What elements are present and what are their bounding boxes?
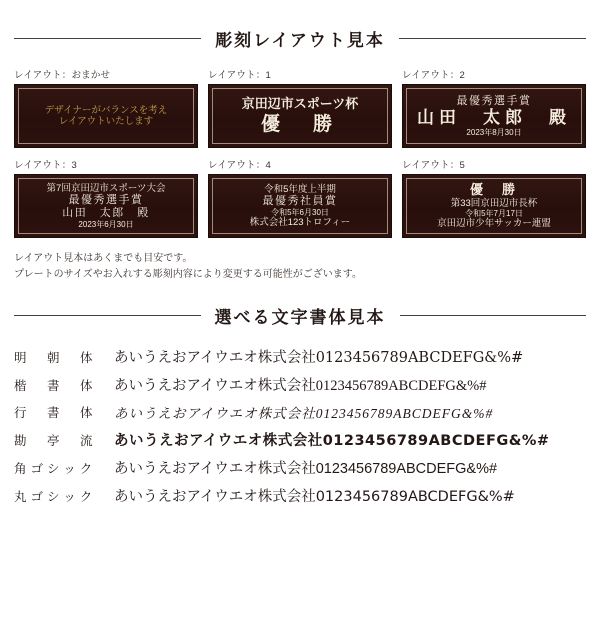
heading-rule-right [399, 38, 586, 39]
font-sample-row [14, 346, 586, 367]
plate-line: 京田辺市少年サッカー連盟 [437, 218, 551, 230]
plate-label: レイアウト：2 [402, 70, 465, 81]
plate-line: 京田辺市スポーツ杯 [241, 95, 359, 111]
layout-sample-cell [402, 67, 586, 148]
plate-line: 山田 太郎 殿 [417, 107, 571, 127]
plate-text-block [209, 184, 391, 229]
heading-rule-left [14, 38, 201, 39]
layout-section-heading [14, 26, 586, 51]
plate-text-block [15, 183, 197, 230]
font-name: 勘 亭 流 [14, 433, 97, 448]
plate-label: レイアウト：3 [14, 160, 77, 171]
font-sample-row [14, 429, 586, 450]
page-root [0, 26, 600, 626]
plate-text-block [15, 105, 197, 127]
plate-line: レイアウトいたします [58, 116, 154, 127]
font-name: 楷 書 体 [14, 378, 97, 393]
font-sample-text: あいうえおアイウエオ株式会社0123456789ABCDEFG&%# [114, 461, 498, 477]
heading-rule-left [14, 315, 201, 316]
plate-label: レイアウト：4 [208, 160, 271, 171]
layout-sample-grid [14, 67, 586, 238]
plate-line: 最優秀社員賞 [262, 194, 338, 207]
font-sample-row [14, 402, 586, 422]
plate-line: 最優秀選手賞 [456, 94, 532, 107]
engraving-plate [402, 174, 586, 238]
fonts-section-heading [14, 303, 586, 328]
engraving-plate [208, 174, 392, 238]
plate-text-block [403, 182, 585, 229]
font-sample-row [14, 374, 586, 395]
layout-sample-cell [14, 157, 198, 238]
fonts-section-title: 選べる文字書体見本 [214, 308, 386, 327]
plate-text-block [403, 95, 585, 137]
plate-line: 優 勝 [260, 113, 339, 135]
plate-text-block [209, 96, 391, 137]
plate-line: 山田 太郎 殿 [62, 206, 150, 219]
font-name: 角ゴシック [14, 461, 97, 476]
font-name: 行 書 体 [14, 406, 97, 420]
plate-line: 令和5年度上半期 [264, 183, 336, 195]
plate-line: 令和5年6月30日 [271, 207, 329, 217]
layout-section-title: 彫刻レイアウト見本 [215, 31, 385, 50]
layout-sample-cell [14, 67, 198, 148]
note-line: レイアウト見本はあくまでも目安です。 [14, 253, 193, 264]
engraving-plate [402, 84, 586, 148]
plate-label: レイアウト：1 [208, 70, 271, 81]
font-sample-text: あいうえおアイウエオ株式会社0123456789ABCDEFG&%# [114, 489, 515, 505]
engraving-plate [208, 84, 392, 148]
note-line: プレートのサイズやお入れする彫刻内容により変更する可能性がございます。 [14, 269, 362, 280]
heading-rule-right [400, 315, 587, 316]
plate-line: 第33回京田辺市長杯 [450, 197, 538, 209]
plate-line: 第7回京田辺市スポーツ大会 [46, 182, 166, 194]
layout-sample-cell [208, 157, 392, 238]
font-sample-text: あいうえおアイウエオ株式会社0123456789ABCDEFG&%# [114, 433, 550, 449]
plate-line: 優 勝 [469, 182, 518, 198]
engraving-plate [14, 174, 198, 238]
font-sample-text: あいうえおアイウエオ株式会社0123456789ABCDEFG&%# [114, 378, 487, 394]
font-sample-row [14, 485, 586, 506]
plate-line: 2023年8月30日 [466, 127, 522, 137]
font-name: 丸ゴシック [14, 489, 97, 504]
plate-line: 最優秀選手賞 [68, 193, 144, 206]
plate-line: 株式会社123トロフィー [249, 217, 351, 229]
layout-sample-cell [402, 157, 586, 238]
plate-line: 2023年6月30日 [78, 219, 134, 229]
layout-notes [14, 251, 586, 283]
font-sample-list [14, 346, 586, 506]
layout-sample-cell [208, 67, 392, 148]
font-sample-text: あいうえおアイウエオ株式会社0123456789ABCDEFG&%# [114, 406, 494, 421]
font-name: 明 朝 体 [14, 350, 97, 365]
engraving-plate [14, 84, 198, 148]
plate-line: デザイナーがバランスを考え [44, 104, 168, 116]
plate-line: 令和5年7月17日 [465, 208, 523, 218]
plate-label: レイアウト：おまかせ [14, 70, 111, 81]
plate-label: レイアウト：5 [402, 160, 465, 171]
font-sample-row [14, 457, 586, 478]
font-sample-text: あいうえおアイウエオ株式会社0123456789ABCDEFG&%# [114, 350, 524, 366]
